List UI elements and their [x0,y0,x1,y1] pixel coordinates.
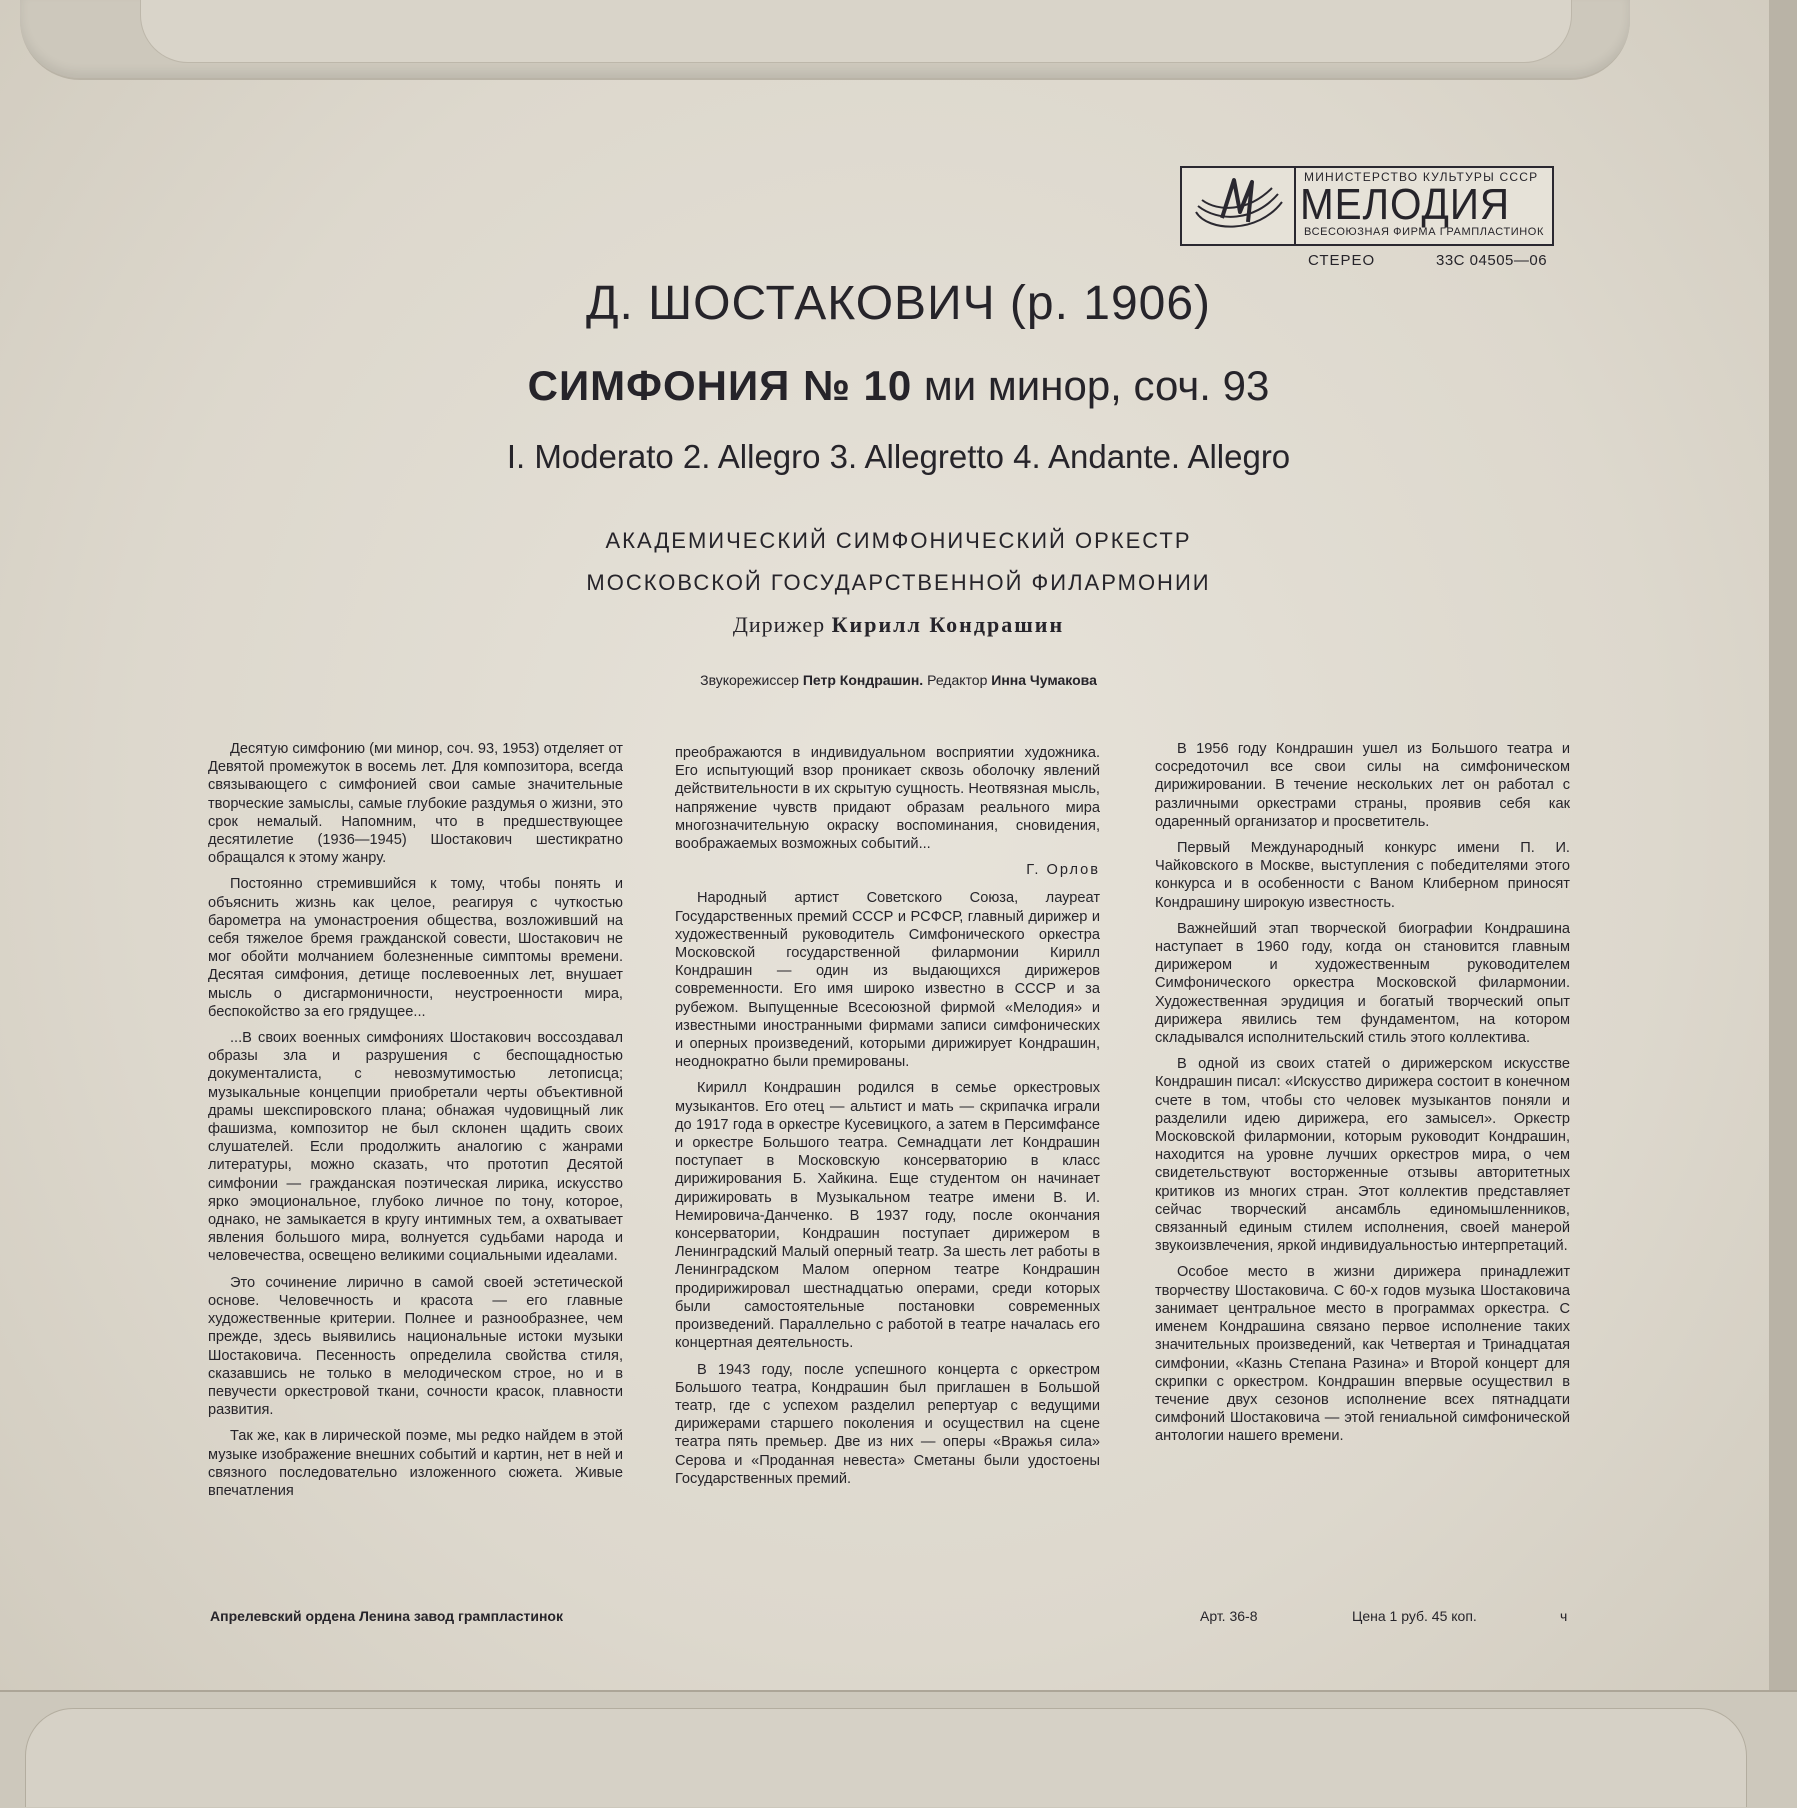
conductor-label: Дирижер [732,612,826,637]
label-name: МЕЛОДИЯ [1300,180,1511,229]
bottom-flap-inner [25,1708,1747,1807]
author-signature: Г. Орлов [1026,862,1100,879]
footer-mark: ч [1560,1608,1568,1624]
conductor-line [0,612,1797,638]
paragraph: преображаются в индивидуальном восприятии художника. Его испытующий взор проникает сквозь оболочку явлений действительности в их скрытую сущность. Неотвязная мысль, напряжение чувств придают образам реального мира многозначительную окраску воспоминания, сновидения, воображаемых возможных событий... [675,745,1100,853]
paragraph: Особое место в жизни дирижера принадлежит творчеству Шостаковича. С 60-х годов музыка Шостаковича занимает центральное место в программах оркестра. С именем Кондрашина связано первое исполнение таких значительных произведений, как Четвертая и Тринадцатая симфонии, «Казнь Степана Разина» и Второй концерт для скрипки с оркестром. Кондрашин впервые осуществил в течение двух сезонов исполнение всех пятнадцати симфоний Шостаковича — этой гениальной симфонической антологии нашего времени. [1155,1264,1570,1445]
orchestra-line-2: МОСКОВСКОЙ ГОСУДАРСТВЕННОЙ ФИЛАРМОНИИ [586,570,1211,595]
paragraph: Важнейший этап творческой биографии Кондрашина наступает в 1960 году, когда он становится главным дирижером и художественным руководителем Симфонического оркестра Московской филармонии. Художественная эрудиция и богатый творческий опыт дирижера явились тем фундаментом, на котором складывался исполнительский стиль этого коллектива. [1155,920,1570,1047]
movements-list: I. Moderato 2. Allegro 3. Allegretto 4. Andante. Allegro [506,438,1291,475]
editor-name: Инна Чумакова [991,672,1097,688]
notes-column-2 [675,744,1100,1496]
work-title [0,362,1797,410]
paragraph: ...В своих военных симфониях Шостакович воссоздавал образы зла и разрушения с беспощадностью документалиста, с невозмутимостью летописца; музыкальные концепции приобретали черты объективной драмы шекспировского плана; обнажая чудовищный лик фашизма, композитор не был склонен щадить своих слушателей. Если продолжить аналогию с жанрами литературы, можно сказать, что прототип Десятой симфонии — гражданская поэтическая лирика, искусство ярко эмоциональное, глубоко личное по тону, которое, однако, не замыкается в кругу интимных тем, а охватывает явления большого мира, волнуется судьбами народа и человечества, освещено великими социальными идеалами. [208,1030,623,1265]
engineer-name: Петр Кондрашин. [802,672,924,688]
paragraph: Кирилл Кондрашин родился в семье оркестровых музыкантов. Его отец — альтист и мать — скрипачка играли до 1917 года в оркестре Кусевицкого, а затем в Персимфансе и оркестре Большого театра. Семнадцати лет Кондрашин поступает в Московскую консерваторию в класс дирижирования Б. Хайкина. Еще студентом он начинает дирижировать в Музыкальном театре имени В. И. Немировича-Данченко. В 1937 году, после окончания консерватории, Кондрашин поступает дирижером в Ленинградский Малый оперный театр. За шесть лет работы в Ленинградском Малом оперном театре Кондрашин продирижировал шестнадцатью операми, среди которых были самостоятельные постановки современных произведений. Параллельно с работой в театре началась его концертная деятельность. [675,1080,1100,1352]
production-credits [0,672,1797,688]
logo-text [1296,168,1552,244]
stereo-mark: СТЕРЕО [1308,252,1376,269]
top-flap-inner [140,0,1572,63]
paragraph: Постоянно стремившийся к тому, чтобы понять и объяснить жизнь как целое, реагируя с чуткостью барометра на умонастроения общества, возложивший на себя тяжелое бремя гражданской совести, Шостакович не мог обойти молчанием болезненные симптомы времени. Десятая симфония, детище послевоенных лет, внушает мысль о дисгармоничности, неустроенности мира, беспокойство за его грядущее... [208,876,623,1020]
paragraph: Десятую симфонию (ми минор, соч. 93, 1953) отделяет от Девятой промежуток в восемь лет. Для композитора, всегда связывающего с симфонией свои самые значительные творческие замыслы, самые глубокие раздумья о жизни, это срок немалый. Напомним, что в предшествующее десятилетие (1936—1945) Шостакович шестикратно обращался к этому жанру. [208,741,623,867]
work-title-key: ми минор, соч. 93 [923,362,1270,409]
paragraph: Первый Международный конкурс имени П. И. Чайковского в Москве, выступления с победителями этого конкурса и в особенности с Ваном Клиберном приносят Кондрашину широкую известность. [1155,840,1570,911]
paragraph: Это сочинение лирично в самой своей эстетической основе. Человечность и красота — его главные художественные критерии. Полнее и разнообразнее, чем прежде, здесь выявились национальные истоки музыки Шостаковича. Песенность определила свойства стиля, сказавшись не только в мелодическом строе, но и в певучести оркестровой ткани, сочности красок, плавности развития. [208,1274,623,1419]
paragraph: Так же, как в лирической поэме, мы редко найдем в этой музыке изображение внешних событий и картин, нет в ней и связного последовательно изложенного сюжета. Живые впечатления [208,1428,623,1499]
notes-column-3 [1155,740,1570,1454]
conductor-name: Кирилл Кондрашин [831,612,1065,637]
composer-heading: Д. ШОСТАКОВИЧ (р. 1906) [585,277,1212,330]
engineer-label: Звукорежиссер [700,672,799,688]
right-edge [1769,0,1797,1806]
paragraph: Народный артист Советского Союза, лауреат Государственных премий СССР и РСФСР, главный дирижер и художественный руководитель Симфонического оркестра Московской государственной филармонии Кирилл Кондрашин — один из выдающихся дирижеров современности. Его имя широко известно в СССР и за рубежом. Выпущенные Всесоюзной фирмой «Мелодия» и известными иностранными фирмами записи симфонических и оперных произведений, которыми дирижирует Кондрашин, неоднократно были премированы. [675,890,1100,1071]
paragraph: В одной из своих статей о дирижерском искусстве Кондрашин писал: «Искусство дирижера состоит в конечном счете в том, чтобы сто человек музыкантов поняли и разделили идею дирижера, его замысел». Оркестр Московской филармонии, которым руководит Кондрашин, находится на уровне лучших оркестров мира, о чем свидетельствуют восторженные отзывы авторитетных критиков из многих стран. Этот коллектив представляет сейчас творческий ансамбль единомышленников, связанный единым стилем исполнения, своей манерой звукоизвлечения, яркой индивидуальностью интерпретаций. [1155,1056,1570,1255]
paragraph: В 1943 году, после успешного концерта с оркестром Большого театра, Кондрашин был приглашен в Большой театр, где с успехом разделил репертуар с ведущими дирижерами старшего поколения и осуществил на сцене театра пять премьер. Две из них — оперы «Вражья сила» Серова и «Проданная невеста» Сметаны были удостоены Государственных премий. [675,1361,1100,1487]
label-ministry: МИНИСТЕРСТВО КУЛЬТУРЫ СССР [1304,170,1539,184]
notes-column-1 [208,740,623,1508]
paragraph: В 1956 году Кондрашин ушел из Большого театра и сосредоточил все свои силы на симфоническом дирижировании. В течение нескольких лет он работал с различными оркестрами страны, проявив себя как одаренный организатор и просветитель. [1155,741,1570,830]
editor-label: Редактор [927,672,988,688]
price-line: Цена 1 руб. 45 коп. [1352,1608,1477,1624]
article-number: Арт. 36-8 [1200,1608,1258,1624]
melodiya-logo-icon [1182,168,1296,244]
work-title-main: СИМФОНИЯ № 10 [527,362,913,409]
melodiya-logo [1180,166,1554,246]
label-firm: ВСЕСОЮЗНАЯ ФИРМА ГРАМПЛАСТИНОК [1304,226,1544,238]
catalog-number: 33С 04505—06 [1436,252,1548,269]
manufacturer-line: Апрелевский ордена Ленина завод грампластинок [210,1608,563,1624]
orchestra-line-1: АКАДЕМИЧЕСКИЙ СИМФОНИЧЕСКИЙ ОРКЕСТР [605,528,1192,553]
